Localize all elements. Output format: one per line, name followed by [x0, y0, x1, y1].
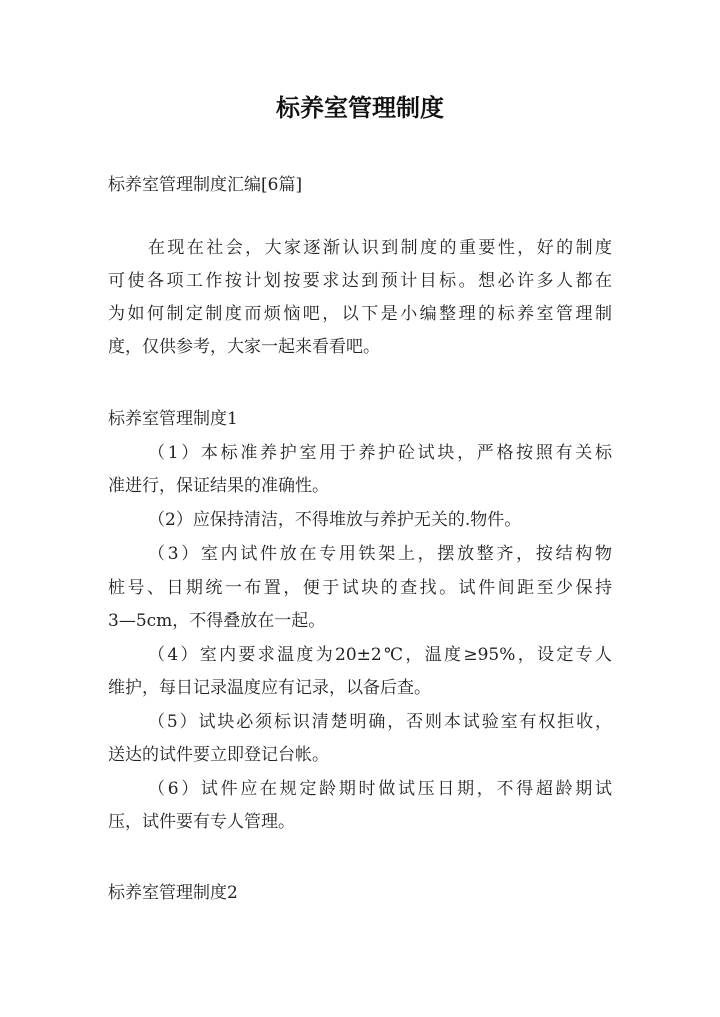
section-heading-2: 标养室管理制度2	[108, 883, 238, 903]
document-title: 标养室管理制度	[276, 94, 444, 122]
rule-line: （4）室内要求温度为20±2℃，温度≥95%，设定专人	[148, 645, 612, 665]
rule-line: （2）应保持清洁，不得堆放与养护无关的.物件。	[148, 510, 522, 530]
section-heading-1: 标养室管理制度1	[108, 409, 238, 429]
rule-line: （1）本标准养护室用于养护砼试块，严格按照有关标	[148, 443, 612, 463]
intro-line: 度，仅供参考，大家一起来看看吧。	[108, 337, 380, 357]
intro-line: 可使各项工作按计划按要求达到预计目标。想必许多人都在	[108, 271, 612, 291]
rule-line: 维护，每日记录温度应有记录，以备后查。	[108, 678, 431, 698]
rule-line: （6）试件应在规定龄期时做试压日期，不得超龄期试	[148, 779, 612, 799]
rule-line: （5）试块必须标识清楚明确，否则本试验室有权拒收，	[148, 712, 612, 732]
rule-line: 压，试件要有专人管理。	[108, 812, 295, 832]
rule-line: 3—5cm，不得叠放在一起。	[108, 611, 326, 631]
rule-line: （3）室内试件放在专用铁架上，摆放整齐，按结构物	[148, 544, 612, 564]
subtitle: 标养室管理制度汇编[6篇]	[108, 175, 303, 195]
intro-line: 在现在社会，大家逐渐认识到制度的重要性，好的制度	[148, 238, 612, 258]
rule-line: 送达的试件要立即登记台帐。	[108, 745, 329, 765]
intro-line: 为如何制定制度而烦恼吧，以下是小编整理的标养室管理制	[108, 304, 612, 324]
rule-line: 桩号、日期统一布置，便于试块的查找。试件间距至少保持	[108, 578, 612, 598]
rule-line: 准进行，保证结果的准确性。	[108, 476, 329, 496]
